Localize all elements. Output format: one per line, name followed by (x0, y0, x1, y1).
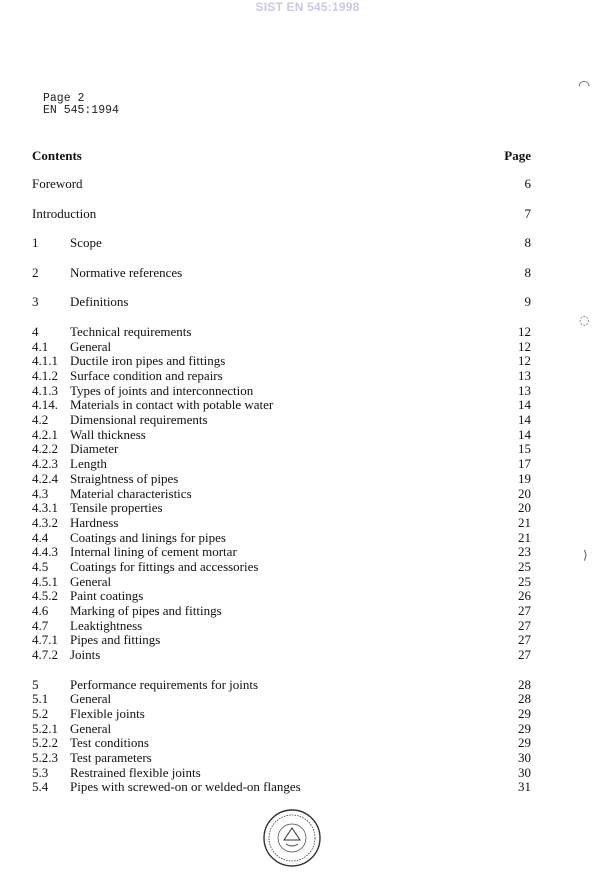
toc-entry-number: 4 (32, 323, 39, 339)
toc-entry-title: Flexible joints (70, 705, 145, 721)
toc-entry-page: 29 (518, 705, 531, 721)
toc-entry (32, 780, 531, 795)
toc-entry-number: 4.6 (32, 603, 49, 619)
toc-entry-page: 29 (518, 735, 531, 751)
toc-entry (32, 236, 531, 266)
toc-entry (32, 207, 531, 237)
toc-entry-page: 12 (518, 323, 531, 339)
toc-entry-number: 4.7.1 (32, 632, 58, 648)
toc-entry (32, 545, 531, 560)
toc-entry-page: 21 (518, 514, 531, 530)
toc-entry (32, 531, 531, 546)
toc-entry-number: 5.4 (32, 779, 49, 795)
toc-entry-title: General (70, 573, 112, 589)
toc-entry (32, 560, 531, 575)
toc-entry-title: Hardness (70, 514, 119, 530)
toc-entry (32, 266, 531, 296)
toc-entry-number: 4.4 (32, 529, 49, 545)
toc-entry-number: 5.2 (32, 705, 49, 721)
toc-entry-title: Coatings for fittings and accessories (70, 558, 259, 574)
toc-entry-page: 30 (518, 750, 531, 766)
toc-entry-title: Test conditions (70, 735, 149, 751)
toc-entry-number: 3 (32, 294, 39, 310)
page-column-label: Page (504, 148, 531, 163)
toc-entry-title: Restrained flexible joints (70, 764, 201, 780)
toc-entry-number: 5.2.3 (32, 750, 58, 766)
toc-entry-title: Leaktightness (70, 617, 143, 633)
toc-entry-number: 4.4.3 (32, 544, 58, 560)
toc-entry (32, 369, 531, 384)
toc-entry (32, 340, 531, 355)
toc-entry-number: 4.5.2 (32, 588, 58, 604)
toc-entry-title: Tensile properties (70, 500, 163, 516)
toc-entry-title: General (70, 691, 112, 707)
toc-entry (32, 604, 531, 619)
table-of-contents (32, 177, 531, 795)
toc-entry (32, 678, 531, 693)
toc-entry (32, 589, 531, 604)
toc-entry-page: 30 (518, 764, 531, 780)
toc-entry-page: 27 (518, 632, 531, 648)
toc-entry (32, 751, 531, 766)
contents-title: Contents (32, 148, 82, 163)
toc-entry-number: 4.2.2 (32, 441, 58, 457)
toc-entry-page: 20 (518, 485, 531, 501)
toc-entry-page: 7 (524, 205, 531, 221)
toc-entry-number: 4.3 (32, 485, 49, 501)
toc-entry-title: Surface condition and repairs (70, 368, 223, 384)
toc-entry-number: 5.2.1 (32, 720, 58, 736)
toc-entry-number: 4.3.2 (32, 514, 58, 530)
toc-entry-page: 8 (524, 264, 531, 280)
toc-entry-page: 12 (518, 353, 531, 369)
toc-entry (32, 692, 531, 707)
toc-entry-title: General (70, 720, 112, 736)
toc-entry-number: 4.1 (32, 338, 49, 354)
toc-entry-page: 23 (518, 544, 531, 560)
toc-entry (32, 722, 531, 737)
toc-entry-page: 29 (518, 720, 531, 736)
toc-entry-title: Foreword (32, 176, 83, 191)
toc-entry-title: Definitions (70, 294, 129, 310)
toc-entry-title: Joints (70, 647, 101, 663)
toc-entry (32, 575, 531, 590)
toc-entry-page: 21 (518, 529, 531, 545)
toc-entry-page: 27 (518, 647, 531, 663)
toc-entry-page: 25 (518, 558, 531, 574)
toc-entry-page: 17 (518, 456, 531, 472)
toc-entry (32, 428, 531, 443)
toc-entry-page: 6 (524, 176, 531, 191)
toc-entry-page: 25 (518, 573, 531, 589)
toc-entry (32, 487, 531, 502)
toc-entry (32, 325, 531, 340)
toc-entry-page: 31 (518, 779, 531, 795)
toc-entry-number: 4.1.2 (32, 368, 58, 384)
toc-entry-title: Length (70, 456, 107, 472)
toc-entry-number: 2 (32, 264, 39, 280)
toc-entry (32, 413, 531, 428)
toc-entry-title: Diameter (70, 441, 119, 457)
toc-entry-title: General (70, 338, 112, 354)
toc-entry-title: Technical requirements (70, 323, 192, 339)
toc-entry-title: Coatings and linings for pipes (70, 529, 226, 545)
toc-entry-title: Straightness of pipes (70, 470, 179, 486)
toc-entry-number: 4.1.1 (32, 353, 58, 369)
scan-mark-icon: ◠ (578, 78, 591, 94)
toc-entry-page: 14 (518, 426, 531, 442)
toc-entry-number: 5.2.2 (32, 735, 58, 751)
toc-entry-title: Materials in contact with potable water (70, 397, 274, 413)
scan-mark-icon: ◌ (579, 313, 590, 327)
toc-entry-page: 15 (518, 441, 531, 457)
toc-entry (32, 619, 531, 634)
toc-entry-page: 27 (518, 617, 531, 633)
standard-id-line: EN 545:1994 (43, 104, 119, 117)
toc-entry-title: Material characteristics (70, 485, 192, 501)
toc-entry-page: 14 (518, 412, 531, 428)
toc-entry-page: 13 (518, 382, 531, 398)
toc-entry-title: Internal lining of cement mortar (70, 544, 237, 560)
toc-entry-title: Pipes and fittings (70, 632, 161, 648)
toc-entry-title: Wall thickness (70, 426, 146, 442)
toc-entry-number: 4.2.4 (32, 470, 58, 486)
toc-entry-number: 4.5 (32, 558, 49, 574)
toc-entry-title: Test parameters (70, 750, 152, 766)
toc-entry-number: 5.3 (32, 764, 49, 780)
toc-entry (32, 633, 531, 648)
toc-entry (32, 736, 531, 751)
toc-entry (32, 648, 531, 663)
toc-entry (32, 384, 531, 399)
toc-entry (32, 442, 531, 457)
toc-entry-title: Scope (70, 235, 102, 251)
toc-entry-page: 14 (518, 397, 531, 413)
toc-entry-title: Introduction (32, 205, 97, 221)
scan-mark-icon: ⟩ (583, 548, 588, 562)
toc-entry-title: Types of joints and interconnection (70, 382, 254, 398)
toc-entry-number: 4.14. (32, 397, 58, 413)
toc-entry-number: 1 (32, 235, 39, 251)
toc-entry-number: 4.7 (32, 617, 49, 633)
toc-entry-page: 20 (518, 500, 531, 516)
contents-heading-row (32, 148, 531, 164)
toc-entry-title: Performance requirements for joints (70, 676, 259, 692)
toc-entry-number: 4.5.1 (32, 573, 58, 589)
watermark: SIST EN 545:1998 (255, 0, 360, 14)
toc-entry-number: 5.1 (32, 691, 49, 707)
toc-entry-title: Normative references (70, 264, 183, 280)
toc-entry-number: 4.2.1 (32, 426, 58, 442)
toc-entry-page: 26 (518, 588, 531, 604)
toc-entry-page: 9 (524, 294, 531, 310)
toc-entry-page: 12 (518, 338, 531, 354)
toc-entry-title: Ductile iron pipes and fittings (70, 353, 226, 369)
toc-entry (32, 177, 531, 207)
toc-entry-page: 28 (518, 676, 531, 692)
toc-entry (32, 295, 531, 325)
toc-entry-page: 27 (518, 603, 531, 619)
toc-entry (32, 472, 531, 487)
toc-entry (32, 766, 531, 781)
official-seal-icon (262, 808, 322, 868)
toc-entry-number: 4.2.3 (32, 456, 58, 472)
toc-entry-number: 4.3.1 (32, 500, 58, 516)
toc-entry-number: 4.7.2 (32, 647, 58, 663)
toc-entry-page: 19 (518, 470, 531, 486)
toc-entry-number: 4.1.3 (32, 382, 58, 398)
toc-entry-number: 4.2 (32, 412, 49, 428)
toc-entry-page: 28 (518, 691, 531, 707)
toc-entry-page: 8 (524, 235, 531, 251)
toc-entry-title: Marking of pipes and fittings (70, 603, 222, 619)
page-header (43, 93, 119, 117)
toc-entry-title: Paint coatings (70, 588, 144, 604)
toc-entry-title: Dimensional requirements (70, 412, 208, 428)
toc-entry (32, 354, 531, 369)
toc-entry-page: 13 (518, 368, 531, 384)
toc-entry (32, 501, 531, 516)
toc-entry (32, 516, 531, 531)
toc-entry (32, 707, 531, 722)
toc-entry-number: 5 (32, 676, 39, 692)
page-number-line: Page 2 (43, 92, 85, 105)
toc-entry (32, 457, 531, 472)
toc-entry (32, 398, 531, 413)
toc-entry-title: Pipes with screwed-on or welded-on flanges (70, 779, 301, 795)
